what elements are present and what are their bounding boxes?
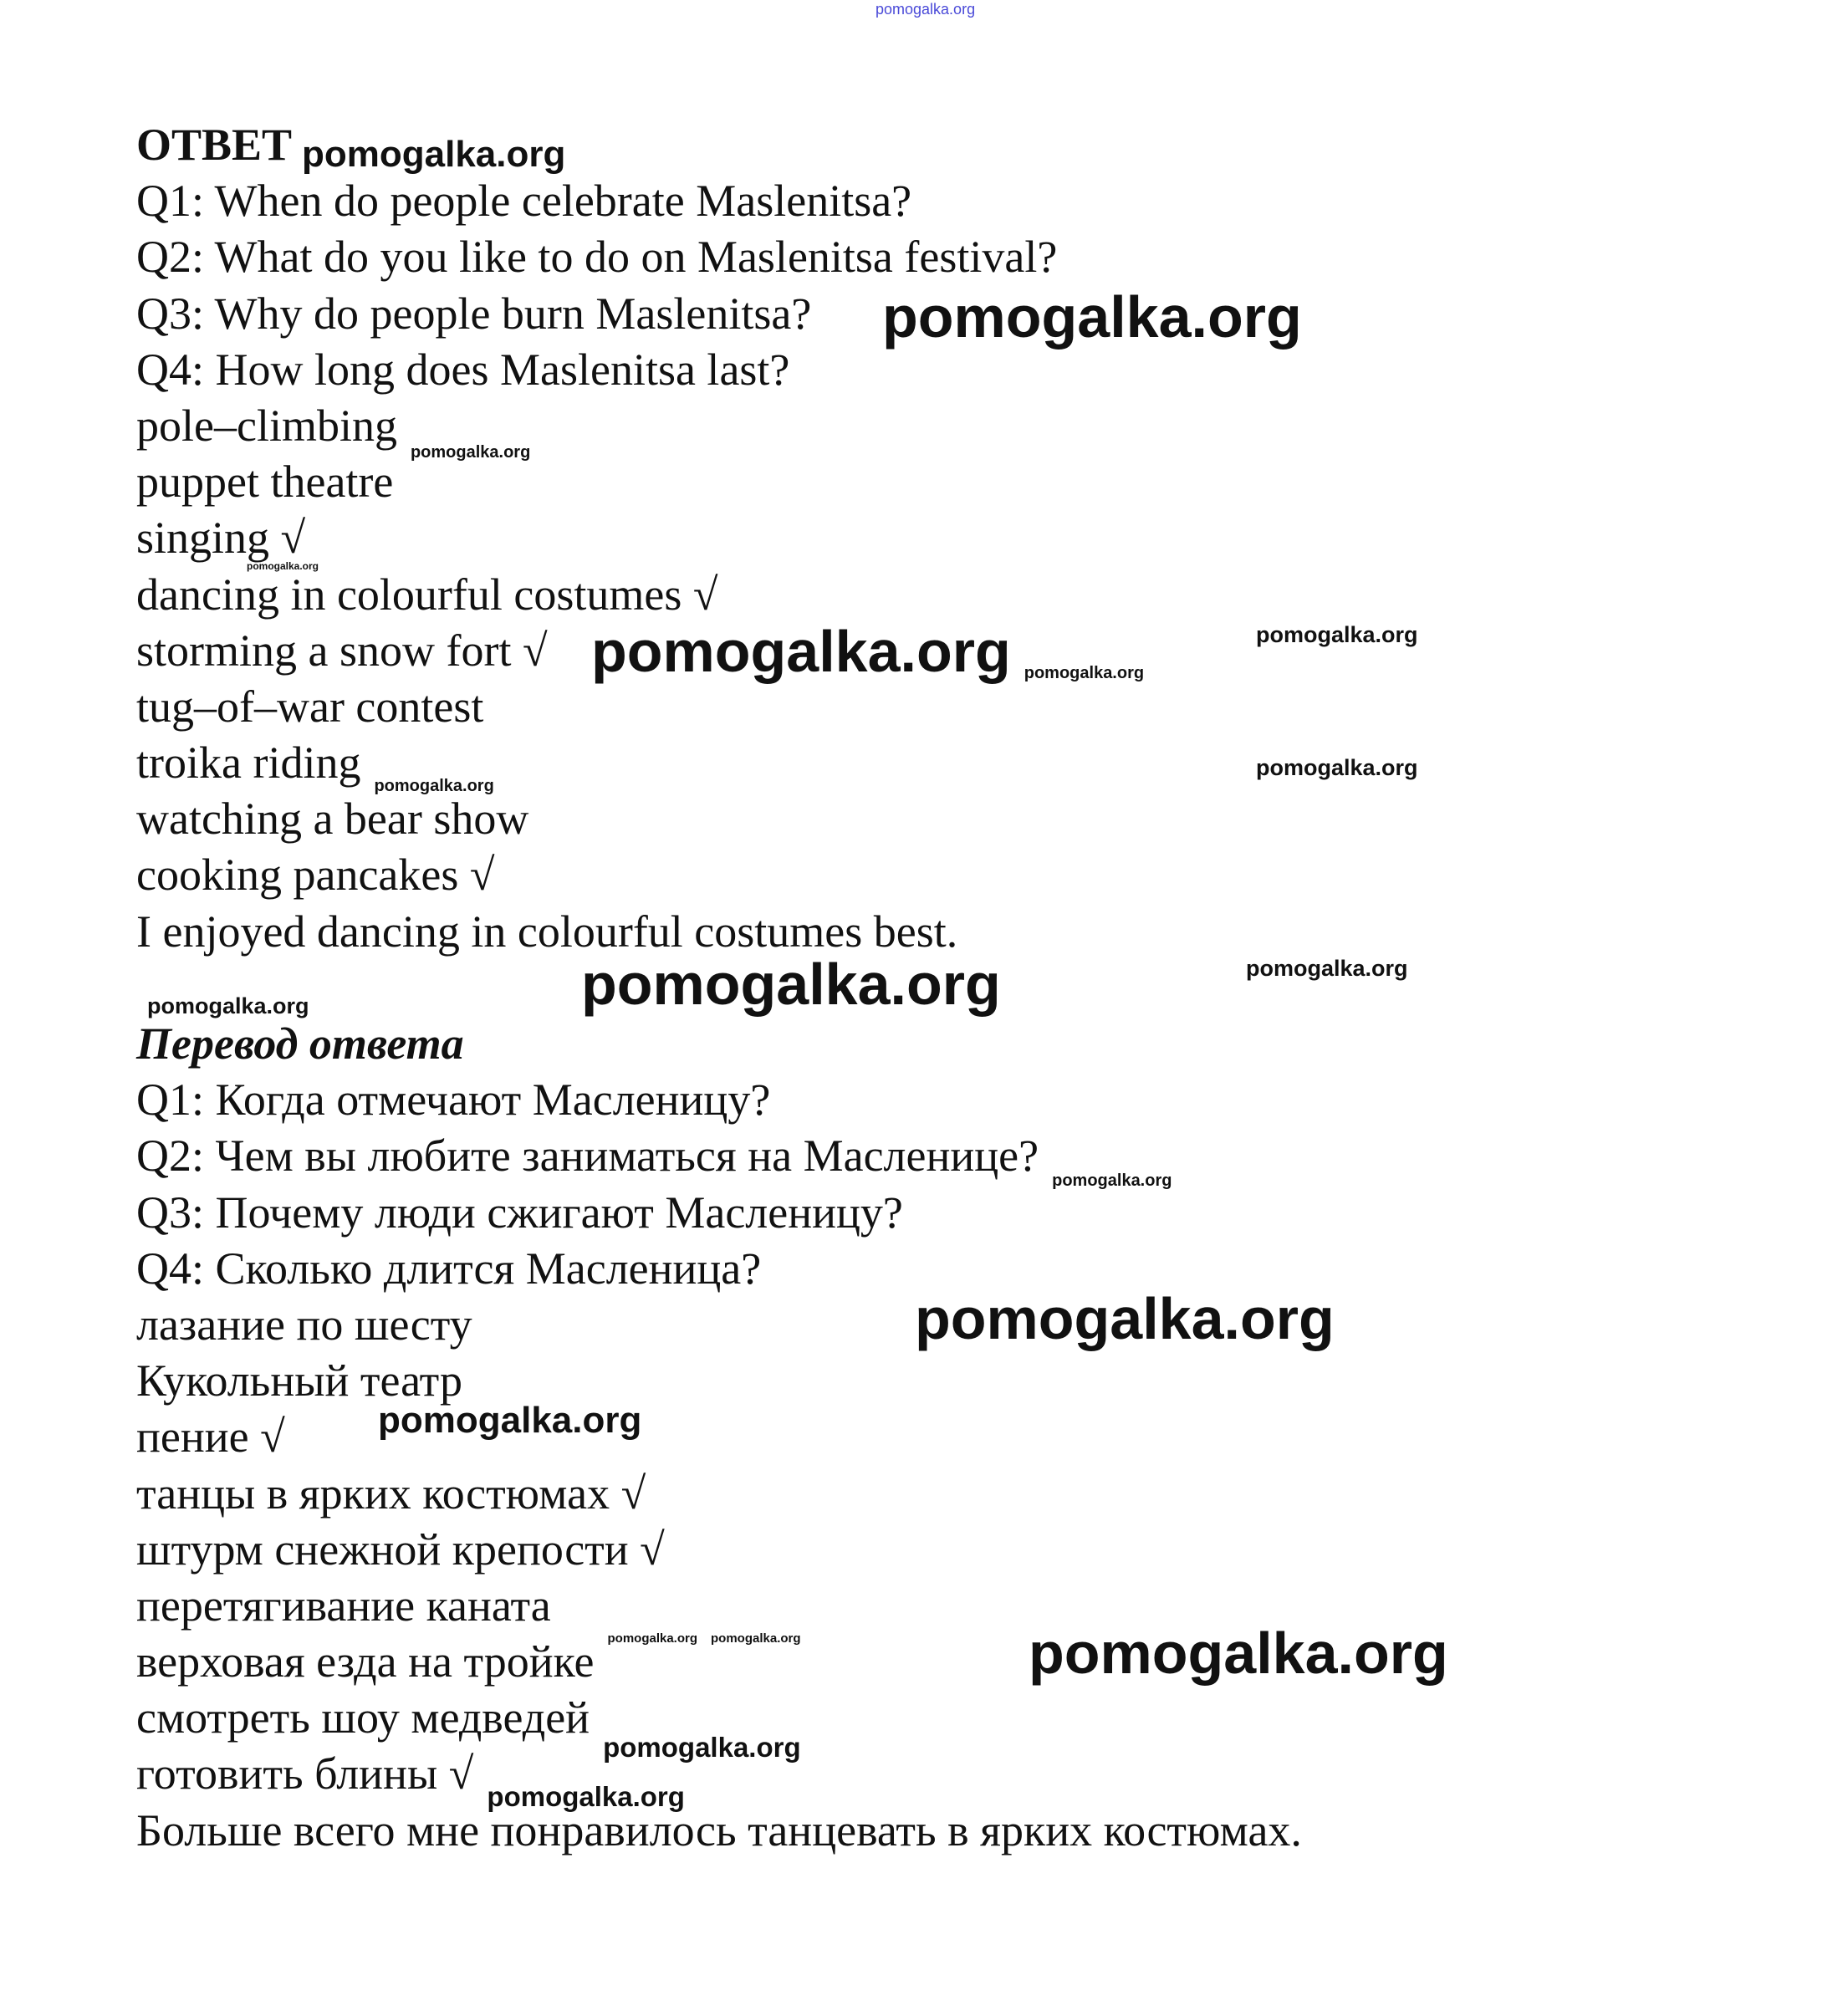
text-line xyxy=(136,1803,1302,1859)
watermark-text: pomogalka.org xyxy=(487,1780,685,1812)
text-line-content: tug–of–war contest xyxy=(136,681,484,732)
text-line xyxy=(136,1409,1302,1465)
text-line-content: Q4: How long does Maslenitsa last? xyxy=(136,344,790,395)
watermark-text: pomogalka.org xyxy=(603,1731,801,1763)
watermark-text: pomogalka.org xyxy=(915,1286,1335,1351)
watermark-text: pomogalka.org xyxy=(247,560,319,572)
text-line xyxy=(136,735,1302,791)
text-line-content: Q3: Why do people burn Maslenitsa? xyxy=(136,288,812,339)
text-line-content: pole–climbing xyxy=(136,400,397,451)
text-line xyxy=(136,1353,1302,1409)
text-line xyxy=(136,1072,1302,1128)
text-line-content: puppet theatre xyxy=(136,457,394,508)
text-line xyxy=(136,567,1302,623)
text-line-content: Q3: Почему люди сжигают Масленицу? xyxy=(136,1187,903,1238)
text-line-content: troika riding xyxy=(136,738,361,789)
watermark-text: pomogalka.org xyxy=(378,1400,642,1441)
text-line xyxy=(136,510,1302,566)
watermark-text: pomogalka.org xyxy=(711,1631,801,1646)
text-line-content: смотреть шоу медведей xyxy=(136,1692,590,1743)
text-line-content: cooking pancakes √ xyxy=(136,850,495,901)
watermark-text: pomogalka.org xyxy=(1256,754,1418,780)
watermark-text: pomogalka.org xyxy=(374,777,494,795)
text-line xyxy=(136,173,1302,229)
watermark-text: pomogalka.org xyxy=(1052,1171,1172,1190)
text-line-content: верховая езда на тройке xyxy=(136,1636,595,1687)
text-line xyxy=(136,679,1302,735)
text-line-content: Q1: When do people celebrate Maslenitsa? xyxy=(136,176,912,227)
translation-heading xyxy=(136,1016,1302,1072)
text-line-content: готовить блины √ xyxy=(136,1748,474,1799)
text-line-content: dancing in colourful costumes √ xyxy=(136,569,718,620)
watermark-text: pomogalka.org xyxy=(1246,955,1408,981)
text-line-content: Q2: What do you like to do on Maslenitsa festival? xyxy=(136,232,1058,283)
text-line-content: танцы в ярких костюмах √ xyxy=(136,1467,646,1519)
text-line-content: лазание по шесту xyxy=(136,1299,472,1350)
text-line xyxy=(136,847,1302,903)
text-line xyxy=(136,1522,1302,1578)
watermark-text: pomogalka.org xyxy=(302,134,566,175)
watermark-text: pomogalka.org xyxy=(410,443,531,462)
watermark-text: pomogalka.org xyxy=(1256,621,1418,647)
watermark-text: pomogalka.org xyxy=(581,952,1001,1017)
text-line-content: штурм снежной крепости √ xyxy=(136,1524,665,1575)
text-line-content: Q4: Сколько длится Масленица? xyxy=(136,1243,762,1294)
text-line-content: storming a snow fort √ xyxy=(136,625,548,676)
watermark-text: pomogalka.org xyxy=(147,993,309,1018)
text-line xyxy=(136,1466,1302,1522)
text-line-content: singing √ xyxy=(136,513,306,564)
text-line xyxy=(136,398,1302,454)
text-line-content: Q2: Чем вы любите заниматься на Масленице? xyxy=(136,1131,1039,1182)
text-line xyxy=(136,791,1302,847)
text-line-content: Кукольный театр xyxy=(136,1355,462,1406)
text-line xyxy=(136,229,1302,285)
watermark-text: pomogalka.org xyxy=(591,619,1011,684)
watermark-text: pomogalka.org xyxy=(607,1631,698,1646)
text-line-content: Q1: Когда отмечают Масленицу? xyxy=(136,1074,771,1126)
text-line-content: watching a bear show xyxy=(136,794,529,845)
text-line xyxy=(136,1185,1302,1241)
text-line-content: Больше всего мне понравилось танцевать в ярких костюмах. xyxy=(136,1804,1302,1855)
watermark-text: pomogalka.org xyxy=(1024,664,1145,682)
text-line-content: ОТВЕТ xyxy=(136,120,293,170)
watermark-text: pomogalka.org xyxy=(1029,1621,1448,1686)
text-line-content: Перевод ответа xyxy=(136,1018,464,1069)
watermark-text: pomogalka.org xyxy=(876,1,976,18)
text-line-content: перетягивание каната xyxy=(136,1580,551,1631)
text-line xyxy=(136,342,1302,398)
watermark-text: pomogalka.org xyxy=(882,284,1302,350)
text-line-content: пение √ xyxy=(136,1411,285,1462)
text-line-content: I enjoyed dancing in colourful costumes best. xyxy=(136,906,958,957)
text-line xyxy=(136,454,1302,510)
